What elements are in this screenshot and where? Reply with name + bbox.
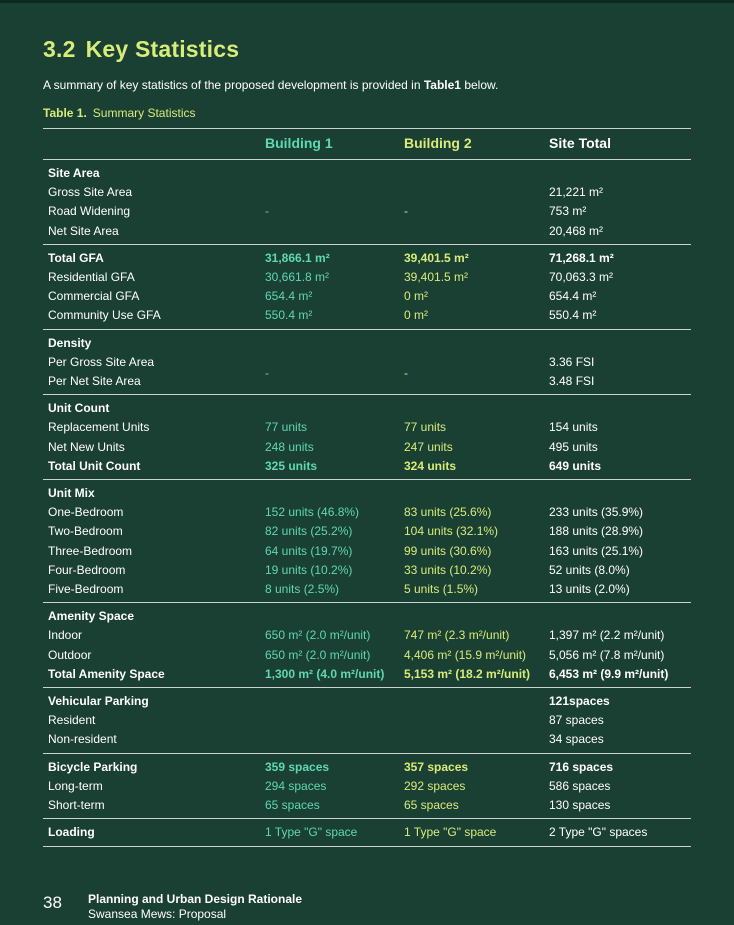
cell-site-total: 586 spaces [549, 778, 611, 793]
cell-building-1: 550.4 m² [265, 308, 313, 323]
table-row [43, 268, 691, 287]
row-label: Per Net Site Area [48, 374, 141, 389]
cell-site-total: 163 units (25.1%) [549, 543, 644, 558]
cell-building-2: 247 units [404, 439, 453, 454]
cell-building-2: 65 spaces [404, 798, 459, 813]
group-loading [43, 819, 691, 846]
cell-building-2: 0 m² [404, 289, 428, 304]
cell-building-1 [260, 222, 399, 245]
page-number: 38 [43, 893, 62, 912]
header-building-1: Building 1 [265, 135, 333, 152]
table-row [43, 603, 691, 627]
group-site-area [43, 160, 691, 245]
row-label: Road Widening [48, 204, 131, 219]
cell-site-total: 71,268.1 m² [549, 250, 614, 265]
table-row [43, 819, 691, 846]
table-row [43, 711, 691, 730]
cell-building-1: 650 m² (2.0 m²/unit) [265, 647, 371, 662]
footer-subtitle: Swansea Mews: Proposal [88, 907, 227, 921]
table-row [43, 730, 691, 753]
table-row-total [43, 244, 691, 268]
cell-building-2 [399, 222, 544, 245]
table-row [43, 796, 691, 819]
cell-building-1: 31,866.1 m² [265, 250, 330, 265]
cell-building-1: 77 units [265, 420, 308, 435]
table-row [43, 503, 691, 522]
row-label: Loading [48, 825, 95, 840]
cell-site-total: 70,063.3 m² [549, 270, 614, 285]
row-label: Outdoor [48, 647, 92, 662]
cell-building-2: 5,153 m² (18.2 m²/unit) [404, 666, 531, 681]
row-label: Community Use GFA [48, 308, 161, 323]
table-row [43, 480, 691, 504]
row-label: Commercial GFA [48, 289, 140, 304]
header-site-total: Site Total [549, 135, 611, 152]
row-label: Gross Site Area [48, 185, 133, 200]
table-row [43, 438, 691, 457]
row-label: Two-Bedroom [48, 524, 123, 539]
cell-site-total: 3.36 FSI [549, 354, 595, 369]
table-row-total [43, 753, 691, 777]
row-label: Net Site Area [48, 223, 119, 238]
group-density [43, 329, 691, 395]
table-row [43, 202, 691, 221]
table-row [43, 329, 691, 353]
row-label: Long-term [48, 778, 103, 793]
cell-building-1: 64 units (19.7%) [265, 543, 353, 558]
cell-building-2: 4,406 m² (15.9 m²/unit) [404, 647, 527, 662]
header-building-2: Building 2 [404, 135, 472, 152]
table-row [43, 353, 691, 372]
group-title: Amenity Space [48, 609, 135, 624]
cell-building-2 [399, 730, 544, 753]
cell-site-total: 188 units (28.9%) [549, 524, 644, 539]
row-label: Net New Units [48, 439, 125, 454]
cell-building-1 [260, 711, 399, 730]
row-label: Three-Bedroom [48, 543, 133, 558]
row-label: Per Gross Site Area [48, 354, 155, 369]
cell-site-total: 716 spaces [549, 759, 614, 774]
row-label: Resident [48, 713, 96, 728]
cell-building-1 [260, 183, 399, 202]
table-row [43, 395, 691, 419]
section-title: Key Statistics [85, 36, 240, 62]
table-row-total [43, 457, 691, 480]
intro-paragraph [43, 78, 498, 92]
section-number: 3.2 [43, 36, 76, 62]
table-row [43, 626, 691, 645]
table-row [43, 160, 691, 184]
header-blank [43, 129, 260, 160]
cell-building-2: - [404, 204, 408, 219]
group-amenity-space [43, 603, 691, 688]
intro-text: A summary of key statistics of the proposed development is provided in [43, 78, 424, 92]
cell-building-2: 292 spaces [404, 778, 466, 793]
cell-building-1: - [265, 365, 269, 380]
cell-building-1: 359 spaces [265, 759, 330, 774]
table-row [43, 522, 691, 541]
table-caption [43, 106, 195, 120]
cell-building-2: 39,401.5 m² [404, 250, 469, 265]
cell-site-total: 6,453 m² (9.9 m²/unit) [549, 666, 669, 681]
row-label: Indoor [48, 628, 83, 643]
table-row [43, 183, 691, 202]
table-row-total [43, 688, 691, 712]
cell-building-1: 19 units (10.2%) [265, 562, 353, 577]
cell-building-1: 650 m² (2.0 m²/unit) [265, 628, 371, 643]
table-row [43, 646, 691, 665]
cell-building-1: 654.4 m² [265, 289, 313, 304]
row-label: Total Unit Count [48, 458, 141, 473]
cell-building-2: 357 spaces [404, 759, 469, 774]
group-bicycle-parking [43, 753, 691, 819]
cell-building-2: 747 m² (2.3 m²/unit) [404, 628, 510, 643]
group-title: Unit Mix [48, 486, 95, 501]
row-label: Residential GFA [48, 270, 135, 285]
cell-building-1: 8 units (2.5%) [265, 582, 340, 597]
table-row [43, 777, 691, 796]
cell-site-total: 87 spaces [549, 713, 604, 728]
cell-building-2: 99 units (30.6%) [404, 543, 492, 558]
cell-site-total: 13 units (2.0%) [549, 582, 630, 597]
row-label: Bicycle Parking [48, 759, 138, 774]
cell-site-total: 34 spaces [549, 732, 604, 747]
group-title: Site Area [48, 166, 100, 180]
cell-building-2: 1 Type "G" space [404, 825, 497, 840]
row-label: Five-Bedroom [48, 582, 124, 597]
top-border [0, 0, 734, 3]
row-label: Replacement Units [48, 420, 150, 435]
cell-site-total: 3.48 FSI [549, 374, 595, 389]
row-label: Vehicular Parking [48, 694, 149, 709]
table-caption-title: Summary Statistics [92, 106, 196, 120]
cell-building-2: 5 units (1.5%) [404, 582, 479, 597]
row-label: Four-Bedroom [48, 562, 126, 577]
cell-building-1 [260, 730, 399, 753]
cell-site-total: 753 m² [549, 204, 587, 219]
cell-site-total: 1,397 m² (2.2 m²/unit) [549, 628, 665, 643]
row-label: Short-term [48, 798, 105, 813]
cell-site-total: 130 spaces [549, 798, 611, 813]
cell-building-2 [399, 711, 544, 730]
table-row [43, 222, 691, 245]
cell-building-2: 83 units (25.6%) [404, 505, 492, 520]
cell-building-2: 104 units (32.1%) [404, 524, 499, 539]
row-label: Total Amenity Space [48, 666, 165, 681]
cell-building-1: 30,661.8 m² [265, 270, 330, 285]
table-header-row [43, 129, 691, 160]
cell-site-total: 52 units (8.0%) [549, 562, 630, 577]
cell-site-total: 2 Type "G" spaces [549, 825, 648, 840]
cell-building-2: 77 units [404, 420, 447, 435]
section-heading [43, 36, 239, 63]
table-row [43, 542, 691, 561]
table-row [43, 306, 691, 329]
group-title: Unit Count [48, 401, 110, 416]
cell-building-1: 82 units (25.2%) [265, 524, 353, 539]
group-title: Density [48, 335, 92, 350]
summary-statistics-table [43, 128, 691, 847]
cell-site-total: 5,056 m² (7.8 m²/unit) [549, 647, 665, 662]
cell-site-total: 649 units [549, 458, 602, 473]
cell-building-1: 294 spaces [265, 778, 327, 793]
cell-building-1: - [265, 204, 269, 219]
cell-site-total: 654.4 m² [549, 289, 597, 304]
cell-building-2 [399, 688, 544, 712]
cell-building-1: 1,300 m² (4.0 m²/unit) [265, 666, 385, 681]
cell-site-total: 233 units (35.9%) [549, 505, 644, 520]
group-vehicular-parking [43, 688, 691, 754]
cell-building-2 [399, 183, 544, 202]
cell-building-2: 0 m² [404, 308, 428, 323]
cell-building-1 [260, 688, 399, 712]
table-row [43, 287, 691, 306]
cell-site-total: 121spaces [549, 694, 610, 709]
cell-building-1: 248 units [265, 439, 314, 454]
cell-building-2: 39,401.5 m² [404, 270, 469, 285]
footer-title: Planning and Urban Design Rationale [88, 892, 303, 906]
row-label: Total GFA [48, 250, 104, 265]
table-row [43, 561, 691, 580]
cell-site-total: 495 units [549, 439, 598, 454]
cell-building-1: 325 units [265, 458, 318, 473]
group-unit-count [43, 395, 691, 480]
cell-site-total: 20,468 m² [549, 223, 604, 238]
group-gfa [43, 244, 691, 329]
cell-site-total: 21,221 m² [549, 185, 604, 200]
table-row [43, 580, 691, 603]
cell-building-1: 1 Type "G" space [265, 825, 358, 840]
cell-building-2: 33 units (10.2%) [404, 562, 492, 577]
cell-building-2: - [404, 365, 408, 380]
table-row [43, 418, 691, 437]
cell-building-2: 324 units [404, 458, 457, 473]
table-caption-label: Table 1. [43, 106, 87, 120]
cell-building-1: 65 spaces [265, 798, 320, 813]
cell-site-total: 154 units [549, 420, 598, 435]
row-label: Non-resident [48, 732, 117, 747]
cell-site-total: 550.4 m² [549, 308, 597, 323]
intro-text-end: below. [460, 78, 499, 92]
row-label: One-Bedroom [48, 505, 124, 520]
table-reference: Table1 [423, 78, 461, 92]
cell-building-1: 152 units (46.8%) [265, 505, 360, 520]
table-row-total [43, 665, 691, 688]
group-unit-mix [43, 480, 691, 603]
